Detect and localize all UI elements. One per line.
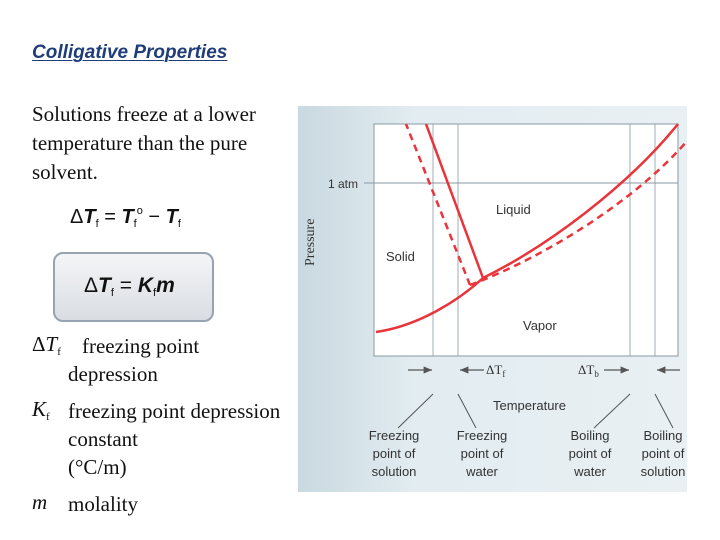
eq2-k-sub: f xyxy=(153,287,157,299)
callout-3-line1: Boiling xyxy=(643,428,683,443)
eq2-k: K xyxy=(137,274,154,297)
delta-tb-label: $\Delta T_b$ xyxy=(578,362,599,379)
solid-label: Solid xyxy=(386,249,415,264)
definition-list xyxy=(32,332,292,527)
definition-unit: (°C/m) xyxy=(68,455,127,479)
definition-symbol xyxy=(32,397,50,423)
callout-2-line1: Boiling xyxy=(570,428,610,443)
eq1-t-sub: f xyxy=(95,218,99,230)
eq2-delta: Δ xyxy=(84,274,99,297)
eq1-minus: − xyxy=(148,206,161,228)
callout-2-line2: point of xyxy=(568,446,612,461)
definition-text: molality xyxy=(68,492,138,516)
f-subscript: f xyxy=(46,411,50,423)
equation-delta-tf-definition xyxy=(70,205,181,230)
eq2-equals: = xyxy=(119,274,133,297)
definition-text: freezing point depression constant xyxy=(68,399,281,451)
delta-symbol: Δ xyxy=(32,332,46,356)
eq1-tf: T xyxy=(165,206,178,228)
definition-m xyxy=(32,490,292,518)
callout-1-line2: point of xyxy=(460,446,504,461)
k-symbol: K xyxy=(32,397,47,421)
definition-kf xyxy=(32,397,292,481)
eq2-t: T xyxy=(98,274,111,297)
f-subscript: f xyxy=(57,346,61,358)
callout-0-line2: point of xyxy=(372,446,416,461)
eq1-delta: Δ xyxy=(70,206,84,228)
eq1-tf0-sup: o xyxy=(136,205,143,217)
callout-2-line3: water xyxy=(574,464,606,479)
eq1-tf0-sub: f xyxy=(133,218,137,230)
eq1-equals: = xyxy=(104,206,116,228)
callout-3-line3: solution xyxy=(640,464,686,479)
eq2-t-sub: f xyxy=(110,287,114,299)
callout-1-line3: water xyxy=(466,464,498,479)
eq2-m: m xyxy=(156,274,175,297)
pressure-axis-label: Pressure xyxy=(303,218,318,266)
phase-diagram-svg xyxy=(298,106,687,492)
eq1-tf0: T xyxy=(121,206,134,228)
definition-symbol xyxy=(32,332,61,358)
m-symbol: m xyxy=(32,490,48,514)
vapor-label: Vapor xyxy=(523,318,557,333)
callout-0-line3: solution xyxy=(371,464,417,479)
callout-0-line1: Freezing xyxy=(368,428,420,443)
callout-1-line1: Freezing xyxy=(456,428,508,443)
equation-freezing-point-depression xyxy=(84,274,175,299)
liquid-label: Liquid xyxy=(496,202,531,217)
one-atm-label: 1 atm xyxy=(328,177,359,191)
eq1-tf-sub: f xyxy=(177,218,181,230)
phase-diagram xyxy=(298,106,687,492)
intro-text: Solutions freeze at a lower temperature than the pure solvent. xyxy=(32,102,256,184)
t-symbol: T xyxy=(45,332,58,356)
definition-symbol xyxy=(32,490,47,515)
delta-tf-label: $\Delta T_f$ xyxy=(486,362,506,379)
temperature-axis-label: Temperature xyxy=(493,398,566,413)
definition-text: freezing point depression xyxy=(68,334,200,386)
callout-3-line2: point of xyxy=(641,446,685,461)
eq1-t: T xyxy=(83,206,96,228)
definition-delta-tf xyxy=(32,332,292,388)
slide-title: Colligative Properties xyxy=(32,42,228,63)
